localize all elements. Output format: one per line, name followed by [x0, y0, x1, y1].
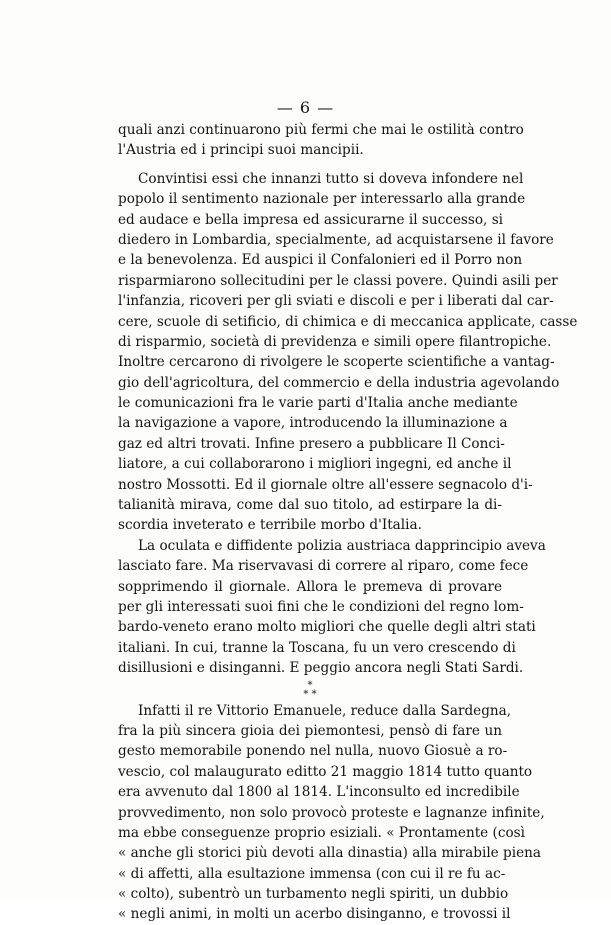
paragraph-gap — [118, 161, 502, 169]
text-line: vescio, col malaugurato editto 21 maggio 1814 tutto quanto — [118, 763, 533, 780]
text-line: nostro Mossotti. Ed il giornale oltre all'essere segnacolo d'i- — [118, 476, 533, 493]
text-line: lasciato fare. Ma riservavasi di correre al riparo, come fece — [118, 558, 529, 575]
text-line: le comunicazioni fra le varie parti d'Italia anche mediante — [118, 395, 518, 412]
text-line: per gli interessati suoi fini che le condizioni del regno lom- — [118, 598, 524, 615]
ornament-star-top: * — [307, 679, 313, 691]
text-line: « anche gli storici più devoti alla dinastia) alla mirabile piena — [118, 845, 541, 862]
text-line: scordia inveterato e terribile morbo d'Italia. — [118, 517, 422, 534]
text-line: popolo il sentimento nazionale per interessarlo alla grande — [118, 191, 526, 208]
section-ornament — [118, 681, 502, 701]
paragraph-3 — [118, 536, 546, 679]
text-line: quali anzi continuarono più fermi che mai le ostilità contro — [118, 122, 524, 138]
text-line: Convintisi essi che innanzi tutto si doveva infondere nel — [138, 170, 524, 187]
text-line: gesto memorabile ponendo nel nulla, nuovo Giosuè a ro- — [118, 743, 508, 760]
paragraph-1 — [118, 120, 524, 161]
text-line: « di affetti, alla esultazione immensa (con cui il re fu ac- — [118, 865, 506, 882]
text-line: gaz ed altri trovati. Infine presero a pubblicare Il Conci- — [118, 435, 505, 452]
text-line: Infatti il re Vittorio Emanuele, reduce dalla Sardegna, — [138, 702, 512, 719]
text-line: « negli animi, in molti un acerbo disinganno, e trovossi il — [118, 906, 511, 923]
text-line: e la benevolenza. Ed auspici il Confalonieri ed il Porro non — [118, 252, 523, 269]
text-line: risparmiarono sollecitudini per le classi povere. Quindi asili per — [118, 272, 558, 289]
text-line: ed audace e bella impresa ed assicurarne il successo, si — [118, 211, 504, 228]
text-line: ma ebbe conseguenze proprio esiziali. « Prontamente (così — [118, 824, 525, 841]
text-line: disillusioni e disinganni. E peggio ancora negli Stati Sardi. — [118, 660, 524, 677]
body-text — [118, 120, 578, 925]
text-line: era avvenuto dal 1800 al 1814. L'inconsulto ed incredibile — [118, 784, 520, 801]
text-line: la navigazione a vapore, introducendo la illuminazione a — [118, 415, 508, 432]
text-line: sopprimendo il giornale. Allora le premeva di provare — [118, 578, 502, 595]
text-line: di risparmio, società di previdenza e simili opere filantropiche. — [118, 333, 552, 350]
text-line: italiani. In cui, tranne la Toscana, fu un vero crescendo di — [118, 639, 516, 656]
text-line: liatore, a cui collaborarono i migliori ingegni, ed anche il — [118, 456, 512, 473]
text-line: « colto), subentrò un turbamento negli spiriti, un dubbio — [118, 886, 509, 903]
text-line: fra la più sincera gioia dei piemontesi, pensò di fare un — [118, 722, 502, 739]
text-line: cere, scuole di setificio, di chimica e di meccanica applicate, casse — [118, 313, 578, 330]
text-line: gio dell'agricoltura, del commercio e della industria agevolando — [118, 374, 560, 391]
text-line: La oculata e diffidente polizia austriaca dapprincipio aveva — [138, 537, 546, 554]
text-line: bardo-veneto erano molto migliori che quelle degli altri stati — [118, 619, 536, 636]
text-line: diedero in Lombardia, specialmente, ad acquistarsene il favore — [118, 231, 554, 248]
text-line: l'Austria ed i principi suoi mancipii. — [118, 142, 364, 159]
text-line: l'infanzia, ricoveri per gli sviati e discoli e per i liberati dal car- — [118, 293, 554, 310]
text-line: Inoltre cercarono di rivolgere le scoperte scientifiche a vantag- — [118, 354, 555, 371]
text-line: talianità mirava, come dal suo titolo, ad estirpare la di- — [118, 497, 502, 514]
paragraph-4 — [118, 701, 545, 925]
paragraph-2 — [118, 169, 578, 536]
page-number: — 6 — — [276, 98, 335, 117]
ornament-star-bottom: * * — [303, 688, 317, 700]
text-line: provvedimento, non solo provocò proteste e lagnanze infinite, — [118, 804, 545, 821]
